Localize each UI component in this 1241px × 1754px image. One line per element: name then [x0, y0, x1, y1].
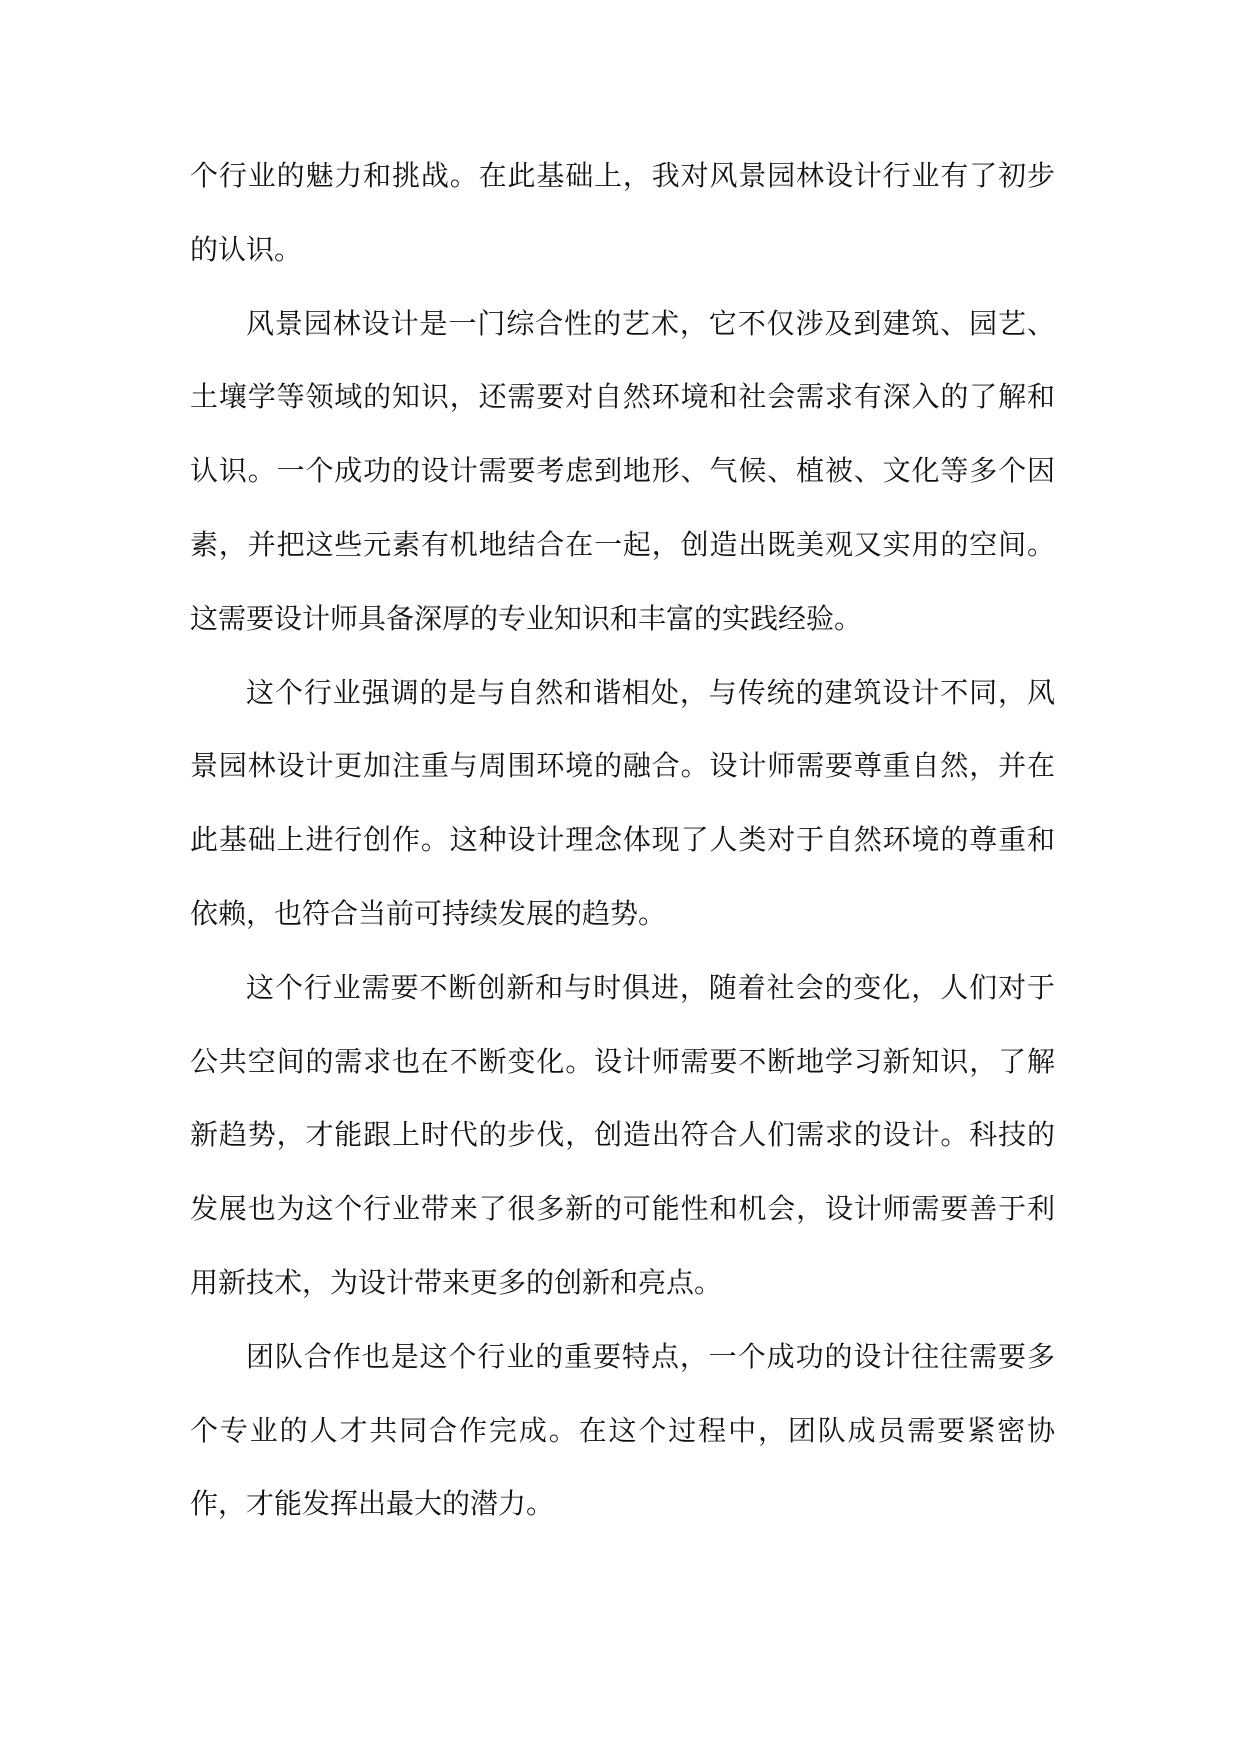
body-text: [190, 139, 1055, 1541]
paragraph-4: 这个行业需要不断创新和与时俱进，随着社会的变化，人们对于公共空间的需求也在不断变化。设计师需要不断地学习新知识，了解新趋势，才能跟上时代的步伐，创造出符合人们需求的设计。科技的发展也为这个行业带来了很多新的可能性和机会，设计师需要善于利用新技术，为设计带来更多的创新和亮点。: [190, 970, 1055, 1299]
paragraph-5: 团队合作也是这个行业的重要特点，一个成功的设计往往需要多个专业的人才共同合作完成。在这个过程中，团队成员需要紧密协作，才能发挥出最大的潜力。: [190, 1339, 1055, 1521]
paragraph-1: 个行业的魅力和挑战。在此基础上，我对风景园林设计行业有了初步的认识。: [190, 159, 1055, 266]
paragraph-2: 风景园林设计是一门综合性的艺术，它不仅涉及到建筑、园艺、土壤学等领域的知识，还需要对自然环境和社会需求有深入的了解和认识。一个成功的设计需要考虑到地形、气候、植被、文化等多个因素，并把这些元素有机地结合在一起，创造出既美观又实用的空间。这需要设计师具备深厚的专业知识和丰富的实践经验。: [190, 306, 1055, 635]
paragraph-3: 这个行业强调的是与自然和谐相处，与传统的建筑设计不同，风景园林设计更加注重与周围环境的融合。设计师需要尊重自然，并在此基础上进行创作。这种设计理念体现了人类对于自然环境的尊重和依赖，也符合当前可持续发展的趋势。: [190, 675, 1055, 930]
